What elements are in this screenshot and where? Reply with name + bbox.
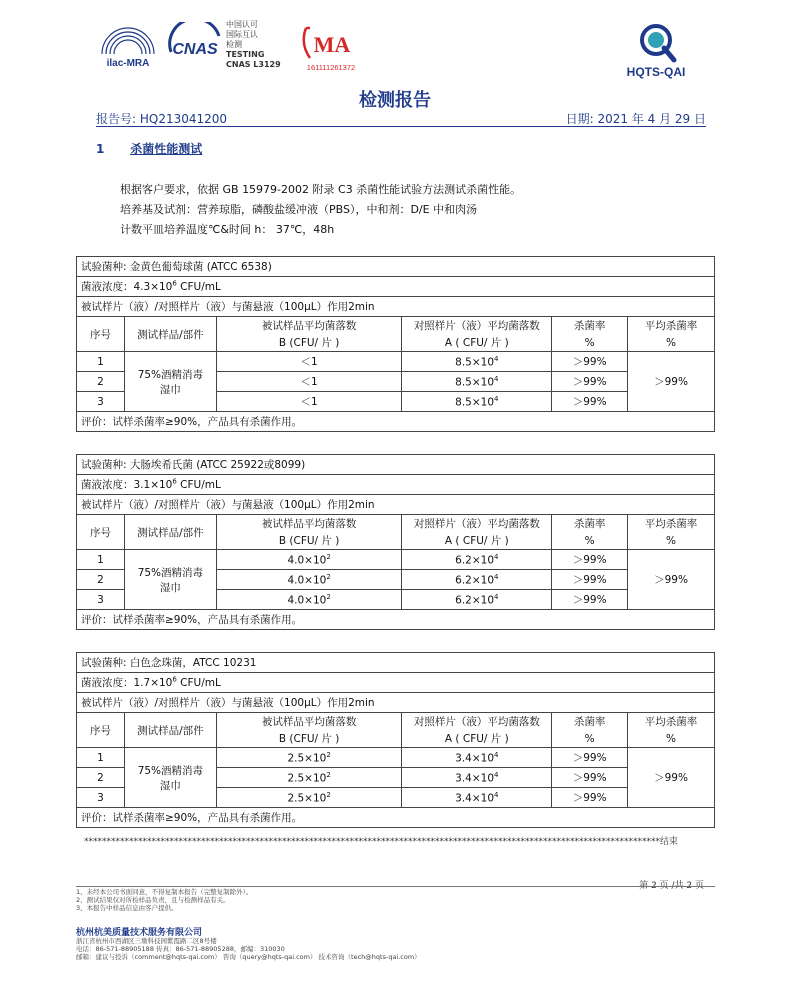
control-count-value: 3.4×10 [455, 772, 495, 785]
test-count-value: ＜1 [300, 356, 318, 368]
table-row [77, 550, 715, 570]
footer-note: 1、未经本公司书面同意，不得复制本报告（完整复制除外）。 [76, 888, 253, 896]
control-count-cell [402, 550, 552, 570]
header-test-count-unit: B (CFU/ 片 ) [216, 730, 402, 748]
header-average-kill-rate: 平均杀菌率 [628, 317, 715, 335]
header-test-count: 被试样品平均菌落数 [216, 317, 402, 335]
cnas-line: 中国认可 [226, 20, 258, 29]
control-count-value: 8.5×10 [455, 396, 495, 409]
test-count-cell [216, 550, 402, 570]
test-strain: 试验菌种: 金黄色葡萄球菌 (ATCC 6538) [77, 257, 715, 277]
test-count-value: ＜1 [300, 376, 318, 388]
address-line: 邮箱：建议与投诉（comment@hqts-qai.com） 咨询（query@hqts-qai.com） 技术咨询（tech@hqts-qai.com） [76, 953, 421, 961]
page-number: 第 2 页 /共 2 页 [639, 881, 704, 891]
control-count-cell [402, 392, 552, 412]
header-average-kill-rate-unit: % [628, 730, 715, 748]
evaluation: 评价：试样杀菌率≥90%，产品具有杀菌作用。 [77, 610, 715, 630]
control-count-exponent: 4 [494, 374, 499, 383]
control-count-cell [402, 570, 552, 590]
control-count-exponent: 4 [494, 770, 499, 779]
header-average-kill-rate: 平均杀菌率 [628, 515, 715, 533]
kill-rate-cell: ＞99% [552, 550, 628, 570]
kill-rate-cell: ＞99% [552, 570, 628, 590]
header-average-kill-rate-unit: % [628, 334, 715, 352]
inoculum-concentration [77, 277, 715, 297]
control-count-value: 3.4×10 [455, 792, 495, 805]
test-count-exponent: 2 [326, 552, 331, 561]
report-date: 日期: 2021 年 4 月 29 日 [565, 112, 706, 126]
concentration-unit: CFU/mL [176, 677, 221, 689]
control-count-cell [402, 590, 552, 610]
cma-number: 161111261372 [306, 63, 356, 72]
test-count-cell [216, 392, 402, 412]
header-seq: 序号 [77, 713, 125, 748]
header-seq: 序号 [77, 317, 125, 352]
evaluation: 评价：试样杀菌率≥90%，产品具有杀菌作用。 [77, 412, 715, 432]
test-count-cell [216, 590, 402, 610]
header-kill-rate: 杀菌率 [552, 713, 628, 731]
cma-logo [302, 22, 360, 74]
concentration-unit: CFU/mL [176, 281, 221, 293]
test-count-exponent: 2 [326, 592, 331, 601]
concentration-value: 菌液浓度：1.7×10 [81, 677, 173, 689]
test-strain: 试验菌种: 大肠埃希氏菌 (ATCC 25922或8099) [77, 455, 715, 475]
concentration-unit: CFU/mL [176, 479, 221, 491]
cnas-line: TESTING [226, 50, 265, 59]
test-count-cell [216, 372, 402, 392]
test-strain: 试验菌种: 白色念珠菌，ATCC 10231 [77, 653, 715, 673]
results-table [76, 652, 715, 828]
report-title: 检测报告 [359, 90, 431, 111]
cnas-line: 检测 [226, 40, 242, 49]
control-count-value: 6.2×10 [455, 554, 495, 567]
header-sample: 测试样品/部件 [124, 317, 216, 352]
intro-line: 培养基及试剂：营养琼脂，磷酸盐缓冲液（PBS），中和剂：D/E 中和肉汤 [120, 203, 478, 216]
table-row [77, 352, 715, 372]
test-count-exponent: 2 [326, 770, 331, 779]
test-count-cell [216, 768, 402, 788]
test-count-cell [216, 748, 402, 768]
control-count-exponent: 4 [494, 354, 499, 363]
control-count-cell [402, 748, 552, 768]
header-control-count: 对照样片（液）平均菌落数 [402, 515, 552, 533]
test-count-exponent: 2 [326, 750, 331, 759]
control-count-value: 3.4×10 [455, 752, 495, 765]
kill-rate-cell: ＞99% [552, 590, 628, 610]
control-count-exponent: 4 [494, 750, 499, 759]
section-number: 1 [96, 142, 105, 156]
control-count-value: 6.2×10 [455, 594, 495, 607]
seq-cell: 3 [77, 590, 125, 610]
header-seq: 序号 [77, 515, 125, 550]
header-average-kill-rate-unit: % [628, 532, 715, 550]
header-kill-rate-unit: % [552, 532, 628, 550]
intro-line: 计数平皿培养温度℃&时间 h： 37℃，48h [120, 223, 335, 236]
address-line: 浙江省杭州市西湖区三墩科技园紫霞路二区8号楼 [76, 937, 217, 945]
header-average-kill-rate: 平均杀菌率 [628, 713, 715, 731]
test-count-cell [216, 570, 402, 590]
report-number: 报告号: HQ213041200 [96, 112, 228, 126]
footer-notes [76, 888, 252, 912]
control-count-value: 8.5×10 [455, 376, 495, 389]
inoculum-concentration [77, 673, 715, 693]
header-kill-rate-unit: % [552, 730, 628, 748]
seq-cell: 2 [77, 768, 125, 788]
kill-rate-cell: ＞99% [552, 372, 628, 392]
test-count-exponent: 2 [326, 572, 331, 581]
test-count-value: 2.5×10 [287, 752, 327, 765]
table-header-row [77, 515, 715, 533]
sample-name-cell: 75%酒精消毒湿巾 [124, 550, 216, 610]
seq-cell: 1 [77, 550, 125, 570]
test-count-exponent: 2 [326, 790, 331, 799]
address-line: 电话：86-571-88905188 传真：86-571-88905288，邮编：310030 [76, 945, 285, 953]
inoculum-concentration [77, 475, 715, 495]
report-info-line [96, 110, 706, 127]
intro-line: 根据客户要求，依据 GB 15979-2002 附录 C3 杀菌性能试验方法测试杀菌性能。 [120, 183, 522, 196]
control-count-exponent: 4 [494, 552, 499, 561]
sample-name-cell: 75%酒精消毒湿巾 [124, 352, 216, 412]
footer-divider [76, 886, 715, 887]
action-condition: 被试样片（液）/对照样片（液）与菌悬液（100μL）作用2min [77, 693, 715, 713]
hqts-label: HQTS-QAI [626, 65, 686, 79]
control-count-cell [402, 788, 552, 808]
seq-cell: 2 [77, 372, 125, 392]
footer-note: 2、测试结果仅对所检样品负责，且与检测样品有关。 [76, 896, 230, 904]
seq-cell: 2 [77, 570, 125, 590]
company-address [76, 937, 421, 961]
action-condition: 被试样片（液）/对照样片（液）与菌悬液（100μL）作用2min [77, 297, 715, 317]
concentration-value: 菌液浓度：4.3×10 [81, 281, 173, 293]
kill-rate-cell: ＞99% [552, 748, 628, 768]
results-table [76, 454, 715, 630]
cnas-logo [165, 22, 225, 68]
control-count-cell [402, 372, 552, 392]
control-count-cell [402, 768, 552, 788]
cma-label: MA [313, 32, 351, 57]
hqts-qai-logo [606, 14, 706, 84]
control-count-exponent: 4 [494, 790, 499, 799]
company-name: 杭州杭美质量技术服务有限公司 [76, 928, 203, 938]
header-control-count: 对照样片（液）平均菌落数 [402, 317, 552, 335]
control-count-value: 6.2×10 [455, 574, 495, 587]
concentration-exponent: 6 [172, 279, 177, 288]
average-kill-rate-cell: ＞99% [628, 550, 715, 610]
average-kill-rate-cell: ＞99% [628, 748, 715, 808]
section-heading [96, 140, 202, 157]
results-table [76, 256, 715, 432]
control-count-cell [402, 352, 552, 372]
seq-cell: 1 [77, 748, 125, 768]
kill-rate-cell: ＞99% [552, 788, 628, 808]
seq-cell: 1 [77, 352, 125, 372]
intro-text [120, 180, 521, 240]
evaluation: 评价：试样杀菌率≥90%，产品具有杀菌作用。 [77, 808, 715, 828]
kill-rate-cell: ＞99% [552, 392, 628, 412]
header-kill-rate-unit: % [552, 334, 628, 352]
control-count-exponent: 4 [494, 394, 499, 403]
header-control-count-unit: A ( CFU/ 片 ) [402, 730, 552, 748]
test-count-value: ＜1 [300, 396, 318, 408]
ilac-mra-logo [96, 20, 160, 72]
average-kill-rate-cell: ＞99% [628, 352, 715, 412]
section-title: 杀菌性能测试 [130, 142, 203, 156]
test-count-value: 4.0×10 [287, 574, 327, 587]
header-test-count: 被试样品平均菌落数 [216, 713, 402, 731]
seq-cell: 3 [77, 392, 125, 412]
test-count-value: 4.0×10 [287, 554, 327, 567]
cnas-line: 国际互认 [226, 30, 258, 39]
table-row [77, 748, 715, 768]
cnas-label: CNAS [172, 41, 218, 58]
test-count-value: 4.0×10 [287, 594, 327, 607]
concentration-exponent: 6 [172, 477, 177, 486]
test-count-cell [216, 788, 402, 808]
header-test-count-unit: B (CFU/ 片 ) [216, 532, 402, 550]
footer-note: 3、本报告中样品信息由客户提供。 [76, 904, 178, 912]
sample-name-cell: 75%酒精消毒湿巾 [124, 748, 216, 808]
action-condition: 被试样片（液）/对照样片（液）与菌悬液（100μL）作用2min [77, 495, 715, 515]
header-control-count-unit: A ( CFU/ 片 ) [402, 532, 552, 550]
header-kill-rate: 杀菌率 [552, 515, 628, 533]
table-header-row [77, 713, 715, 731]
control-count-exponent: 4 [494, 572, 499, 581]
cnas-accreditation-text [226, 20, 281, 70]
header-sample: 测试样品/部件 [124, 515, 216, 550]
kill-rate-cell: ＞99% [552, 768, 628, 788]
concentration-exponent: 6 [172, 675, 177, 684]
control-count-value: 8.5×10 [455, 356, 495, 369]
header-sample: 测试样品/部件 [124, 713, 216, 748]
header-control-count: 对照样片（液）平均菌落数 [402, 713, 552, 731]
table-header-row [77, 317, 715, 335]
test-count-value: 2.5×10 [287, 772, 327, 785]
header-control-count-unit: A ( CFU/ 片 ) [402, 334, 552, 352]
kill-rate-cell: ＞99% [552, 352, 628, 372]
ilac-label: ilac-MRA [106, 58, 150, 69]
cnas-line: CNAS L3129 [226, 60, 281, 69]
test-count-value: 2.5×10 [287, 792, 327, 805]
end-mark: ********************************************************************************************************************************结束 [84, 837, 679, 847]
header-test-count: 被试样品平均菌落数 [216, 515, 402, 533]
seq-cell: 3 [77, 788, 125, 808]
header-test-count-unit: B (CFU/ 片 ) [216, 334, 402, 352]
header-kill-rate: 杀菌率 [552, 317, 628, 335]
concentration-value: 菌液浓度：3.1×10 [81, 479, 173, 491]
test-count-cell [216, 352, 402, 372]
control-count-exponent: 4 [494, 592, 499, 601]
